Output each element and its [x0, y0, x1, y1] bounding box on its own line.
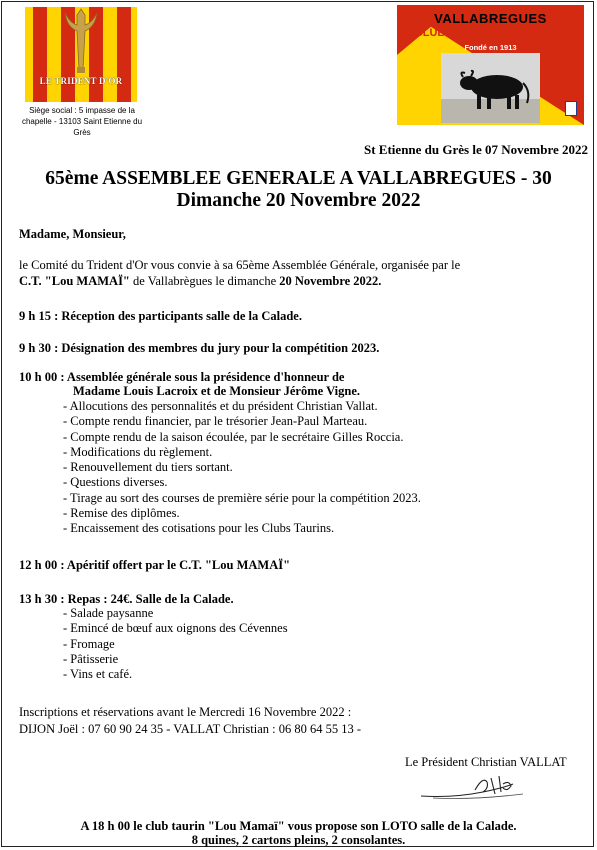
footer-prizes: 8 quines, 2 cartons pleins, 2 consolantes. — [191, 833, 406, 847]
agenda-item: - Encaissement des cotisations pour les Clubs Taurins. — [63, 521, 335, 536]
badge-icon — [565, 101, 577, 116]
club-taurin-logo — [397, 5, 584, 125]
agenda-item: - Compte rendu financier, par le trésorier Jean-Paul Marteau. — [63, 414, 368, 429]
menu-item: - Pâtisserie — [63, 651, 119, 666]
trident-icon — [25, 7, 137, 102]
address-line: chapelle - 13103 Saint Etienne du — [21, 117, 143, 126]
menu-item: - Emincé de bœuf aux oignons des Cévennes — [63, 621, 288, 636]
agenda-item: - Modifications du règlement. — [63, 444, 213, 459]
intro-line — [19, 274, 381, 289]
agenda-item: - Compte rendu de la saison écoulée, par le secrétaire Gilles Roccia. — [63, 429, 404, 444]
registration-contacts: DIJON Joël : 07 60 90 24 35 - VALLAT Christian : 06 80 64 55 13 - — [19, 722, 362, 736]
signature-label: Le Président Christian VALLAT — [405, 755, 567, 769]
club-name: C.T. "Lou MAMAÏ" — [19, 274, 130, 288]
menu-item: - Vins et café. — [63, 667, 133, 682]
menu-item: - Fromage — [63, 636, 115, 651]
meeting-date: 20 Novembre 2022. — [279, 274, 382, 288]
schedule-item: 10 h 00 : Assemblée générale sous la présidence d'honneur de — [19, 370, 345, 384]
schedule-item: 13 h 30 : Repas : 24€. Salle de la Calade. — [19, 592, 234, 606]
salutation: Madame, Monsieur, — [19, 227, 126, 241]
date-line: St Etienne du Grès le 07 Novembre 2022 — [364, 142, 588, 157]
schedule-item: 9 h 15 : Réception des participants salle de la Calade. — [19, 309, 302, 323]
bull-icon — [441, 53, 540, 123]
trident-dor-logo — [25, 7, 137, 102]
schedule-item: 12 h 00 : Apéritif offert par le C.T. "Lou MAMAÏ" — [19, 558, 291, 572]
menu-item: - Salade paysanne — [63, 606, 154, 620]
page-title: 65ème ASSEMBLEE GENERALE A VALLABREGUES - 30 — [45, 168, 552, 189]
bull-photo — [441, 53, 540, 123]
logo-town: VALLABREGUES — [434, 11, 547, 26]
logo-text: LE TRIDENT D'OR — [39, 76, 123, 86]
page-subtitle: Dimanche 20 Novembre 2022 — [176, 190, 421, 211]
schedule-item: 9 h 30 : Désignation des membres du jury pour la compétition 2023. — [19, 341, 380, 355]
agenda-item: - Remise des diplômes. — [63, 506, 180, 521]
logo-founded: Fondé en 1913 — [464, 43, 517, 52]
intro-middle: de Vallabrègues le dimanche — [129, 274, 280, 288]
agenda-item: - Questions diverses. — [63, 475, 168, 490]
agenda-item: - Allocutions des personnalités et du président Christian Vallat. — [63, 399, 378, 413]
seat-address — [18, 105, 146, 138]
address-line: Siège social : 5 impasse de la — [29, 106, 135, 115]
schedule-item-honor: Madame Louis Lacroix et de Monsieur Jérôme Vigne. — [73, 384, 361, 398]
agenda-item: - Tirage au sort des courses de première série pour la compétition 2023. — [63, 490, 421, 505]
agenda-item: - Renouvellement du tiers sortant. — [63, 460, 233, 475]
footer-loto: A 18 h 00 le club taurin "Lou Mamaï" vous propose son LOTO salle de la Calade. — [80, 819, 517, 833]
intro-line: le Comité du Trident d'Or vous convie à sa 65ème Assemblée Générale, organisée par le — [19, 258, 461, 272]
signature-icon — [413, 772, 553, 802]
registration-line: Inscriptions et réservations avant le Mercredi 16 Novembre 2022 : — [19, 705, 352, 719]
menu-list — [63, 606, 288, 682]
agenda-list — [63, 399, 421, 537]
address-line: Grès — [73, 128, 91, 137]
logo-club: CLUB TAURIN "LOU MAMAÏ" — [414, 27, 567, 39]
